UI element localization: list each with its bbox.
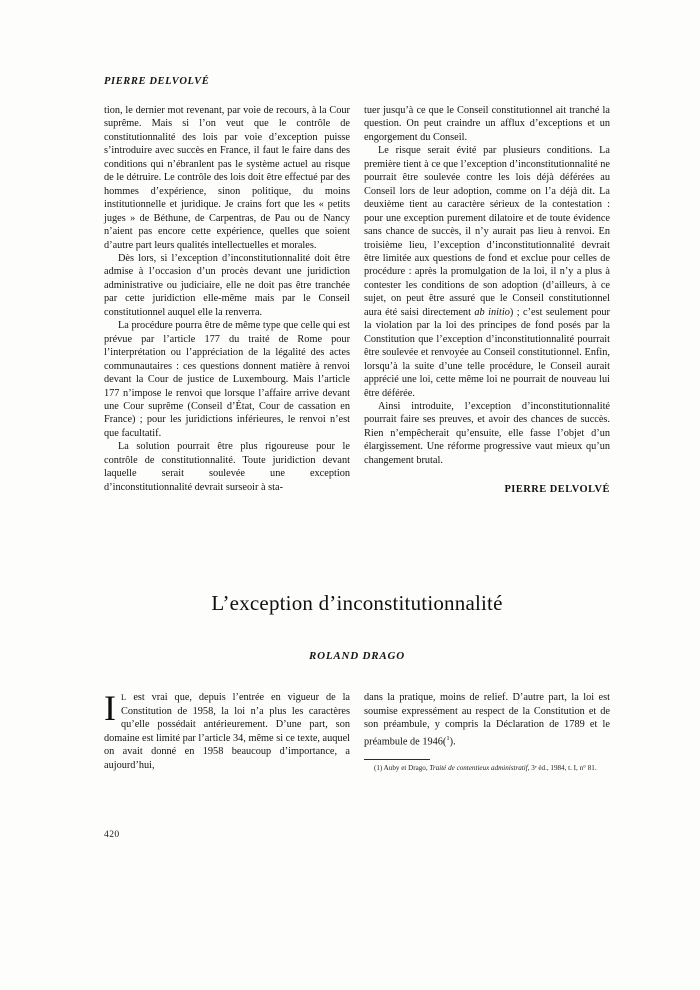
article-one-columns bbox=[104, 104, 610, 495]
footnote-rule bbox=[364, 759, 430, 760]
paragraph: Ainsi introduite, l’exception d’inconstitutionnalité pourrait faire ses preuves, et avoir des chances de succès. Rien n’empêcherait qu’ensuite, elle fasse l’objet d’un élargissement. Une réforme progressive vaut mieux qu’un changement brutal. bbox=[364, 400, 610, 466]
footnote bbox=[364, 764, 610, 773]
paragraph: La procédure pourra être de même type que celle qui est prévue par l’article 177 du traité de Rome pour l’interprétation ou l’appréciation de la légalité des actes communautaires : ces questions donnent matière à renvoi devant la Cour de justice de Luxembourg. Mais l’article 177 n’impose le renvoi que lorsque l’affaire arrive devant une Cour suprême (Conseil d’État, Cour de cassation en France) ; pour les juridictions inférieures, le renvoi n’est que facultatif. bbox=[104, 320, 350, 439]
paragraph bbox=[364, 691, 610, 748]
paragraph: Dès lors, si l’exception d’inconstitutionnalité doit être admise à l’occasion d’un procès devant une juridiction administrative ou judiciaire, elle ne doit pas être tranchée par cette juridiction elle-même mais par le Conseil constitutionnel auquel elle la renverra. bbox=[104, 252, 350, 318]
page-number: 420 bbox=[104, 829, 120, 840]
paragraph-part: Le risque serait évité par plusieurs conditions. La première tient à ce que l’exception d’inconstitutionnalité ne pourrait être soulevée contre les lois déjà déférées au Conseil lors de leur adoption, comme on l’a déjà dit. La deuxième tient au caractère sérieux de la contestation : pour une exception purement dilatoire et de toute évidence sans chance de succès, il n’y aurait pas lieu à renvoi. En troisième lieu, l’exception d’inconstitutionnalité devrait être limitée aux questions de fond et exclue pour celles de procédure : après la promulgation de la loi, il n’y a plus à contester les conditions de son adoption (d’ailleurs, à ce sujet, on peut être assuré que le Conseil constitutionnel aura été saisi directement bbox=[364, 145, 610, 318]
article-title: L’exception d’inconstitutionnalité bbox=[211, 591, 503, 616]
paragraph: tion, le dernier mot revenant, par voie de recours, à la Cour suprême. Mais si l’on veut que le contrôle de constitutionnalité des lois par voie d’exception puisse s’introduire avec succès en France, il faut le faire dans des conditions qui n’ébranlent pas le système actuel au risque de le détruire. Le contrôle des lois doit être effectué par des hommes d’expérience, sinon politique, du moins institutionnelle et juridique. Je crains fort que les « petits juges » de Béthune, de Carpentras, de Pau ou de Nancy n’aient pas encore cette expérience, quelles que soient d’autre part leurs qualités intellectuelles et morales. bbox=[104, 105, 350, 251]
article-one-left-column bbox=[104, 104, 350, 494]
page-content bbox=[104, 76, 610, 773]
article-signature: PIERRE DELVOLVÉ bbox=[504, 484, 610, 496]
article-two-left-column bbox=[104, 688, 350, 772]
article-one-right-column bbox=[364, 104, 610, 495]
footnote-reference[interactable]: 1 bbox=[446, 734, 450, 742]
article-author: ROLAND DRAGO bbox=[308, 650, 406, 663]
footnote-part: Auby et Drago, bbox=[382, 764, 430, 773]
paragraph-part: dans la pratique, moins de relief. D’autre part, la loi est soumise expressément au respect de la Constitution et de son préambule, y compris la Déclaration de 1789 et le préambule de 1946( bbox=[364, 692, 610, 748]
paragraph-with-dropcap bbox=[104, 688, 350, 772]
footnote-marker: (1) bbox=[374, 764, 383, 773]
footnote-block bbox=[364, 759, 610, 773]
paragraph bbox=[364, 144, 610, 400]
paragraph-part: est vrai que, depuis l’entrée en vigueur de la Constitution de 1958, la loi n’a plus les caractères qu’elle possédait antérieurement. D’une part, son domaine est limité par l’article 34, même si ce texte, auquel on avait donné en 1958 beaucoup d’importance, a aujourd’hui, bbox=[104, 692, 350, 771]
paragraph: La solution pourrait être plus rigoureuse pour le contrôle de constitutionnalité. Toute juridiction devant laquelle serait soulevée une exception d’inconstitutionnalité devrait surseoir à sta- bbox=[104, 441, 350, 493]
small-caps-lead: L bbox=[121, 693, 127, 703]
article-two-header bbox=[104, 591, 610, 662]
paragraph-part: ). bbox=[449, 736, 456, 748]
article-two-right-column bbox=[364, 691, 610, 773]
running-head: PIERRE DELVOLVÉ bbox=[104, 76, 210, 87]
latin-phrase: ab initio bbox=[474, 306, 510, 318]
footnote-part: , 3ᵉ éd., 1984, t. I, n° 81. bbox=[527, 764, 597, 773]
footnote-cited-title: Traité de contentieux administratif bbox=[429, 764, 528, 773]
paragraph-part: ) ; c’est seulement pour la violation par la loi des principes de fond posés par la Constitution que l’exception d’inconstitutionnalité pourrait être soulevée et renvoyée au Conseil constitutionnel. Enfin, lorsqu’à la suite d’une telle procédure, le Conseil aurait apprécié une loi, cette même loi ne pourrait de nouveau lui être déférée. bbox=[364, 306, 610, 399]
article-two-columns bbox=[104, 688, 610, 773]
drop-cap: I bbox=[104, 688, 116, 729]
paragraph: tuer jusqu’à ce que le Conseil constitutionnel ait tranché la question. On peut craindre un afflux d’exceptions et un engorgement du Conseil. bbox=[364, 105, 610, 143]
